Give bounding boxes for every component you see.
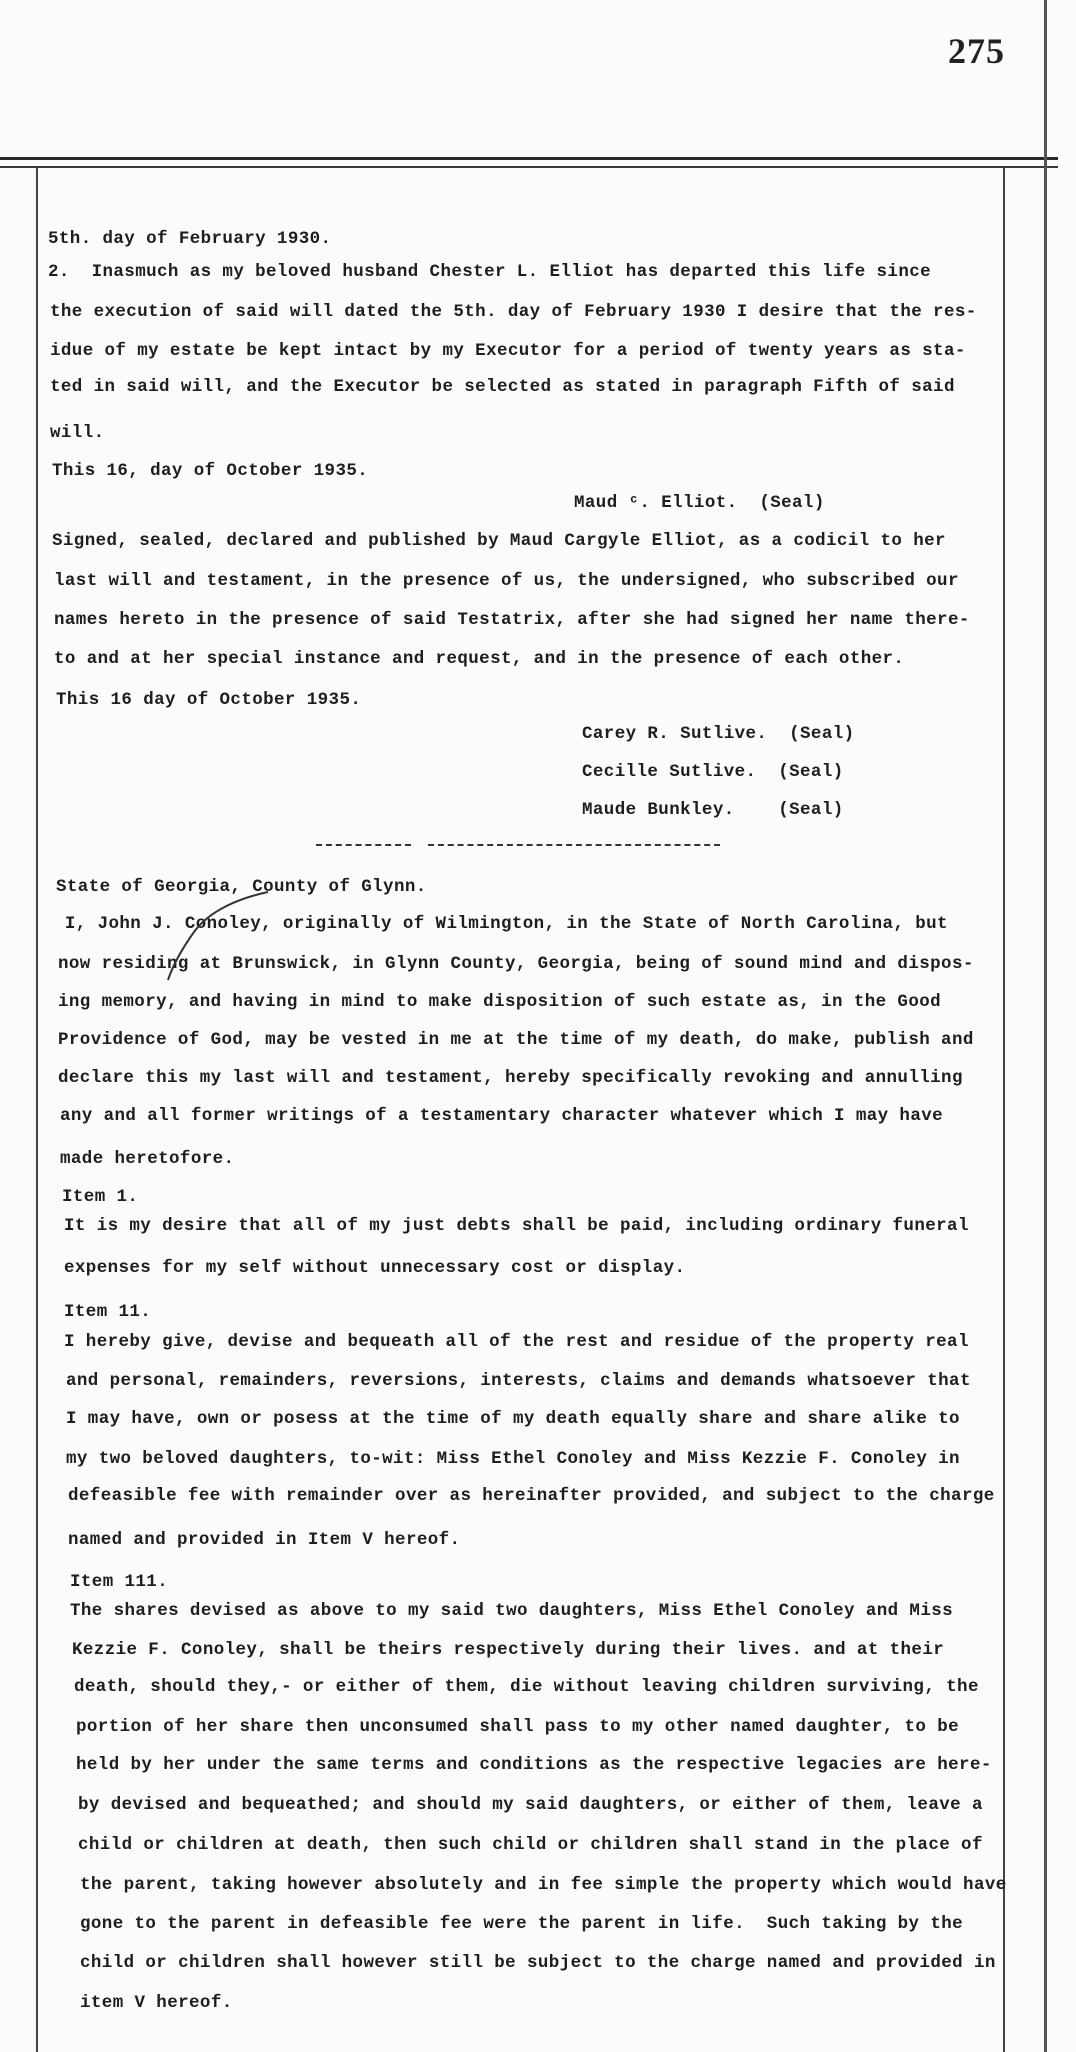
will-line: child or children shall however still be subject to the charge named and provided in	[80, 1953, 996, 1973]
attestation-line: last will and testament, in the presence of us, the undersigned, who subscribed our	[54, 571, 959, 591]
will-line: expenses for my self without unnecessary cost or display.	[64, 1258, 686, 1278]
will-line: any and all former writings of a testamentary character whatever which I may have	[60, 1106, 944, 1126]
codicil-line: ted in said will, and the Executor be selected as stated in paragraph Fifth of said	[50, 377, 955, 397]
witness-signature: Carey R. Sutlive. (Seal)	[582, 724, 855, 744]
attestation-line: Signed, sealed, declared and published by Maud Cargyle Elliot, as a codicil to her	[52, 531, 946, 551]
will-line: now residing at Brunswick, in Glynn County, Georgia, being of sound mind and dispos-	[58, 954, 974, 974]
page-number: 275	[948, 31, 1005, 71]
top-rule-inner	[0, 166, 1058, 168]
will-line: declare this my last will and testament, hereby specifically revoking and annulling	[58, 1068, 963, 1088]
will-line: by devised and bequeathed; and should my said daughters, or either of them, leave a	[78, 1795, 983, 1815]
will-line: Providence of God, may be vested in me at the time of my death, do make, publish and	[58, 1030, 974, 1050]
will-line: I, John J. Conoley, originally of Wilmington, in the State of North Carolina, but	[54, 914, 948, 934]
pen-mark	[150, 880, 280, 990]
will-line: my two beloved daughters, to-wit: Miss Ethel Conoley and Miss Kezzie F. Conoley in	[66, 1449, 960, 1469]
witness-signature: Cecille Sutlive. (Seal)	[582, 762, 844, 782]
will-line: I hereby give, devise and bequeath all of the rest and residue of the property real	[64, 1332, 969, 1352]
item-heading: Item 111.	[70, 1572, 169, 1592]
will-line: child or children at death, then such child or children shall stand in the place of	[78, 1835, 983, 1855]
separator-long	[428, 844, 720, 846]
will-line: portion of her share then unconsumed shall pass to my other named daughter, to be	[76, 1717, 960, 1737]
will-line: State of Georgia, County of Glynn.	[56, 877, 427, 897]
separator-short	[316, 844, 411, 846]
will-line: The shares devised as above to my said two daughters, Miss Ethel Conoley and Miss	[70, 1601, 954, 1621]
will-line: Kezzie F. Conoley, shall be theirs respectively during their lives. and at their	[72, 1640, 945, 1660]
will-line: I may have, own or posess at the time of my death equally share and share alike to	[66, 1409, 960, 1429]
codicil-line: 5th. day of February 1930.	[48, 229, 332, 249]
testatrix-signature: Maud ᶜ. Elliot. (Seal)	[574, 493, 825, 513]
will-line: ing memory, and having in mind to make disposition of such estate as, in the Good	[58, 992, 942, 1012]
codicil-line: 2. Inasmuch as my beloved husband Chester L. Elliot has departed this life since	[48, 262, 932, 282]
will-line: made heretofore.	[60, 1149, 235, 1169]
will-line: death, should they,- or either of them, die without leaving children surviving, the	[74, 1677, 979, 1697]
item-heading: Item 11.	[64, 1302, 152, 1322]
item-heading: Item 1.	[62, 1187, 139, 1207]
right-margin-line	[1003, 168, 1005, 2052]
will-line: gone to the parent in defeasible fee were the parent in life. Such taking by the	[80, 1914, 964, 1934]
left-margin-line	[36, 168, 38, 2052]
codicil-line: will.	[50, 423, 105, 443]
codicil-line: This 16, day of October 1935.	[52, 461, 369, 481]
will-line: and personal, remainders, reversions, interests, claims and demands whatsoever that	[66, 1371, 971, 1391]
attestation-line: to and at her special instance and request, and in the presence of each other.	[54, 649, 905, 669]
will-line: item V hereof.	[80, 1993, 233, 2013]
witness-signature: Maude Bunkley. (Seal)	[582, 800, 844, 820]
attestation-line: names hereto in the presence of said Testatrix, after she had signed her name there-	[54, 610, 970, 630]
will-line: held by her under the same terms and conditions as the respective legacies are here-	[76, 1755, 992, 1775]
will-line: It is my desire that all of my just debts shall be paid, including ordinary funeral	[64, 1216, 969, 1236]
will-line: the parent, taking however absolutely and in fee simple the property which would have	[80, 1875, 1007, 1895]
attestation-line: This 16 day of October 1935.	[56, 690, 362, 710]
will-line: named and provided in Item V hereof.	[68, 1530, 461, 1550]
top-rule	[0, 157, 1058, 160]
codicil-line: idue of my estate be kept intact by my Executor for a period of twenty years as sta-	[50, 341, 966, 361]
page-edge-line	[1044, 0, 1047, 2052]
will-line: defeasible fee with remainder over as hereinafter provided, and subject to the charge	[68, 1486, 995, 1506]
codicil-line: the execution of said will dated the 5th. day of February 1930 I desire that the res-	[50, 302, 977, 322]
